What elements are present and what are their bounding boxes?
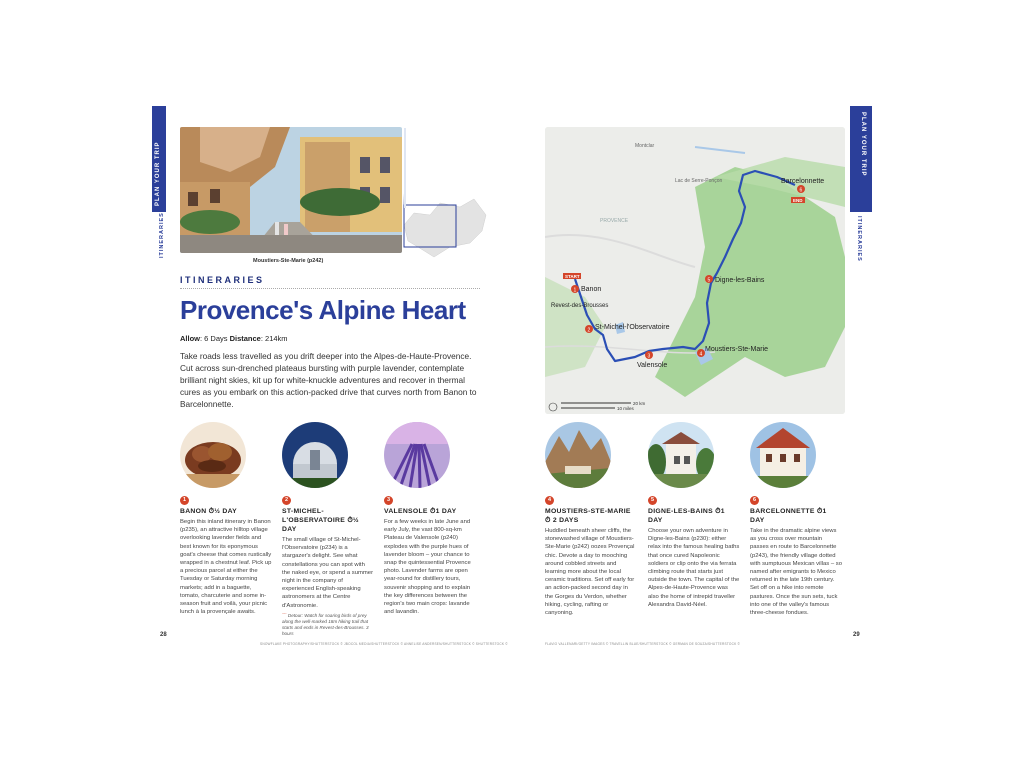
stop-1	[180, 422, 272, 616]
stop-heading: DIGNE-LES-BAINS ⏱1 DAY	[648, 508, 725, 524]
stop-number-badge: 3	[384, 496, 393, 505]
intro-paragraph: Take roads less travelled as you drift deeper into the Alpes-de-Haute-Provence. Cut across sun-drenched plateaus bursting with purple lavender, contemplate brilliant night skies, kit up for white-knuckle adventures and recover in thermal cures as you embark on this action-packed drive that curves north from Banon to Barcelonnette.	[180, 351, 477, 409]
banon-photo	[180, 422, 246, 488]
svg-text:St-Michel-l'Observatoire: St-Michel-l'Observatoire	[595, 324, 670, 331]
stop-6	[750, 422, 842, 617]
stop-number-badge: 2	[282, 496, 291, 505]
detour-note: ⌒ Detour: Watch for soaring birds of prey along the well-marked 18m hiking trail that starts and ends in Revest-des-Brousses. 3 hours	[282, 612, 369, 637]
moustiers-photo	[180, 127, 402, 253]
stop-body: Take in the dramatic alpine views as you cross over mountain passes en route to Barcelonnette (p243), the friendly village dotted with sumptuous Mexican villas – so named after emigrants to Mexico returned in the late 19th century. Set off on a hike into remote pastures. Once the sun sets, tuck into one of the valley's famous three-cheese fondues.	[750, 528, 842, 617]
svg-text:Montclar: Montclar	[635, 143, 655, 149]
side-label-right: ITINERARIES	[856, 216, 862, 262]
stop-body: Begin this inland itinerary in Banon (p235), an attractive hilltop village overlooking lavender fields and best known for its eponymous goat's cheese that comes rustically wrapped in a chestnut leaf. Pick up a precious parcel at either the Tuesday or Saturday morning markets; add in a baguette, tomato, charcuterie and some in-season fruit and voilà, your picnic lunch à la provençale awaits.	[180, 519, 272, 616]
plan-your-trip-tab-left[interactable]	[152, 106, 166, 212]
tab-label: PLAN YOUR TRIP	[860, 112, 866, 177]
stop-heading: ST-MICHEL-L'OBSERVATOIRE ⏱½ DAY	[282, 508, 359, 533]
svg-text:20 km: 20 km	[633, 401, 646, 406]
svg-text:PROVENCE: PROVENCE	[600, 218, 629, 224]
digne-photo	[648, 422, 714, 488]
stop-2	[282, 422, 374, 638]
svg-text:6: 6	[799, 187, 803, 194]
clock-icon: ⏱	[429, 508, 436, 515]
svg-text:1: 1	[573, 287, 577, 294]
photo-credits-right: FLAVIO VALLENARI/GETTY IMAGES © TRAVELLIN BLUE/SHUTTERSTOCK © GERMAN DE SOUZA/SHUTTERSTOCK ©	[545, 642, 741, 646]
clock-icon: ⏱	[208, 508, 215, 515]
stop-body: Choose your own adventure in Digne-les-Bains (p230): either relax into the famous healing baths that once cured Napoleonic soldiers or clip onto the via ferrata climbing route that starts just outside the town. The capital of the Alpes-de-Haute-Provence was also the home of intrepid traveller Alexandra David-Néel.	[648, 528, 740, 608]
barcelonnette-photo	[750, 422, 816, 488]
stop-body: For a few weeks in late June and early July, the vast 800-sq-km Plateau de Valensole (p240) explodes with the purple hues of lavender bloom – your chance to snap the quintessential Provence photo. Lavender farms are open year-round for distillery tours, souvenir shopping and to explain the key differences between the region's two main crops: lavande and lavandin.	[384, 519, 471, 616]
svg-text:5: 5	[707, 277, 711, 284]
stop-number-badge: 6	[750, 496, 759, 505]
svg-text:10 miles: 10 miles	[617, 406, 634, 411]
side-label-left: ITINERARIES	[159, 212, 165, 258]
section-kicker: ITINERARIES	[180, 275, 265, 285]
svg-text:Revest-des-Brousses: Revest-des-Brousses	[551, 303, 609, 309]
stop-number-badge: 5	[648, 496, 657, 505]
clock-icon: ⏱	[545, 517, 551, 524]
stop-3	[384, 422, 476, 616]
stop-body: Huddled beneath sheer cliffs, the stonewashed village of Moustiers-Ste-Marie (p242) oozes Provençal chic. Devote a day to mooching around cobbled streets and learning more about the local ceramic traditions. Set off early for an action-packed second day in the Gorges du Verdon, whether hiking, cycling, rafting or canyoning.	[545, 528, 635, 617]
valensole-photo	[384, 422, 450, 488]
photo-caption: Moustiers-Ste-Marie (p242)	[253, 258, 324, 264]
svg-text:Valensole: Valensole	[637, 362, 668, 369]
clock-icon: ⏱	[347, 517, 353, 524]
svg-text:2: 2	[587, 327, 591, 334]
svg-text:3: 3	[647, 353, 651, 360]
stop-body: The small village of St-Michel-l'Observatoire (p234) is a stargazer's delight. See what constellations you can spot with the naked eye, or spend a summer night in the company of experienced English-speaking astronomers at the Centre d'Astronomie.	[282, 537, 374, 609]
stop-5	[648, 422, 740, 609]
stop-number-badge: 1	[180, 496, 189, 505]
detour-icon: ⌒	[282, 612, 287, 618]
page-title: Provence's Alpine Heart	[180, 295, 466, 325]
stop-heading: VALENSOLE ⏱1 DAY	[384, 508, 457, 515]
scale-bar-vertical	[404, 128, 406, 208]
stop-heading: BARCELONNETTE ⏱1 DAY	[750, 508, 827, 524]
clock-icon: ⏱	[816, 508, 823, 515]
allow-line: Allow: 6 Days Distance: 214km	[180, 334, 288, 343]
plan-your-trip-tab-right[interactable]	[850, 106, 872, 212]
svg-text:START: START	[565, 274, 580, 279]
page-number-right: 29	[853, 632, 860, 638]
svg-text:Lac de Serre-Ponçon: Lac de Serre-Ponçon	[675, 178, 723, 184]
photo-credits-left: SNOWFLAKE PHOTOGRAPHY/SHUTTERSTOCK © JBOCOL MEDIA/SHUTTERSTOCK © ANNELISE ANDERSEN/SHUTTERSTOCK © SHUTTERSTOCK ©	[260, 642, 508, 646]
tab-label: PLAN YOUR TRIP	[155, 141, 161, 206]
svg-text:Digne-les-Bains: Digne-les-Bains	[715, 277, 765, 284]
clock-icon: ⏱	[715, 508, 721, 515]
svg-text:Banon: Banon	[581, 286, 602, 293]
moustiers-thumbnail	[545, 422, 611, 488]
svg-text:END: END	[793, 198, 803, 203]
svg-text:Barcelonnette: Barcelonnette	[781, 178, 825, 185]
svg-text:Moustiers-Ste-Marie: Moustiers-Ste-Marie	[705, 346, 769, 353]
svg-text:4: 4	[699, 351, 703, 358]
page-number-left: 28	[160, 632, 167, 638]
kicker-divider	[180, 288, 480, 289]
stop-heading: BANON ⏱½ DAY	[180, 508, 238, 515]
provence-locator-map	[400, 185, 492, 265]
stop-4	[545, 422, 637, 617]
observatoire-photo	[282, 422, 348, 488]
stop-heading: MOUSTIERS-STE-MARIE ⏱ 2 DAYS	[545, 508, 631, 524]
route-map[interactable]	[545, 127, 845, 414]
stop-number-badge: 4	[545, 496, 554, 505]
